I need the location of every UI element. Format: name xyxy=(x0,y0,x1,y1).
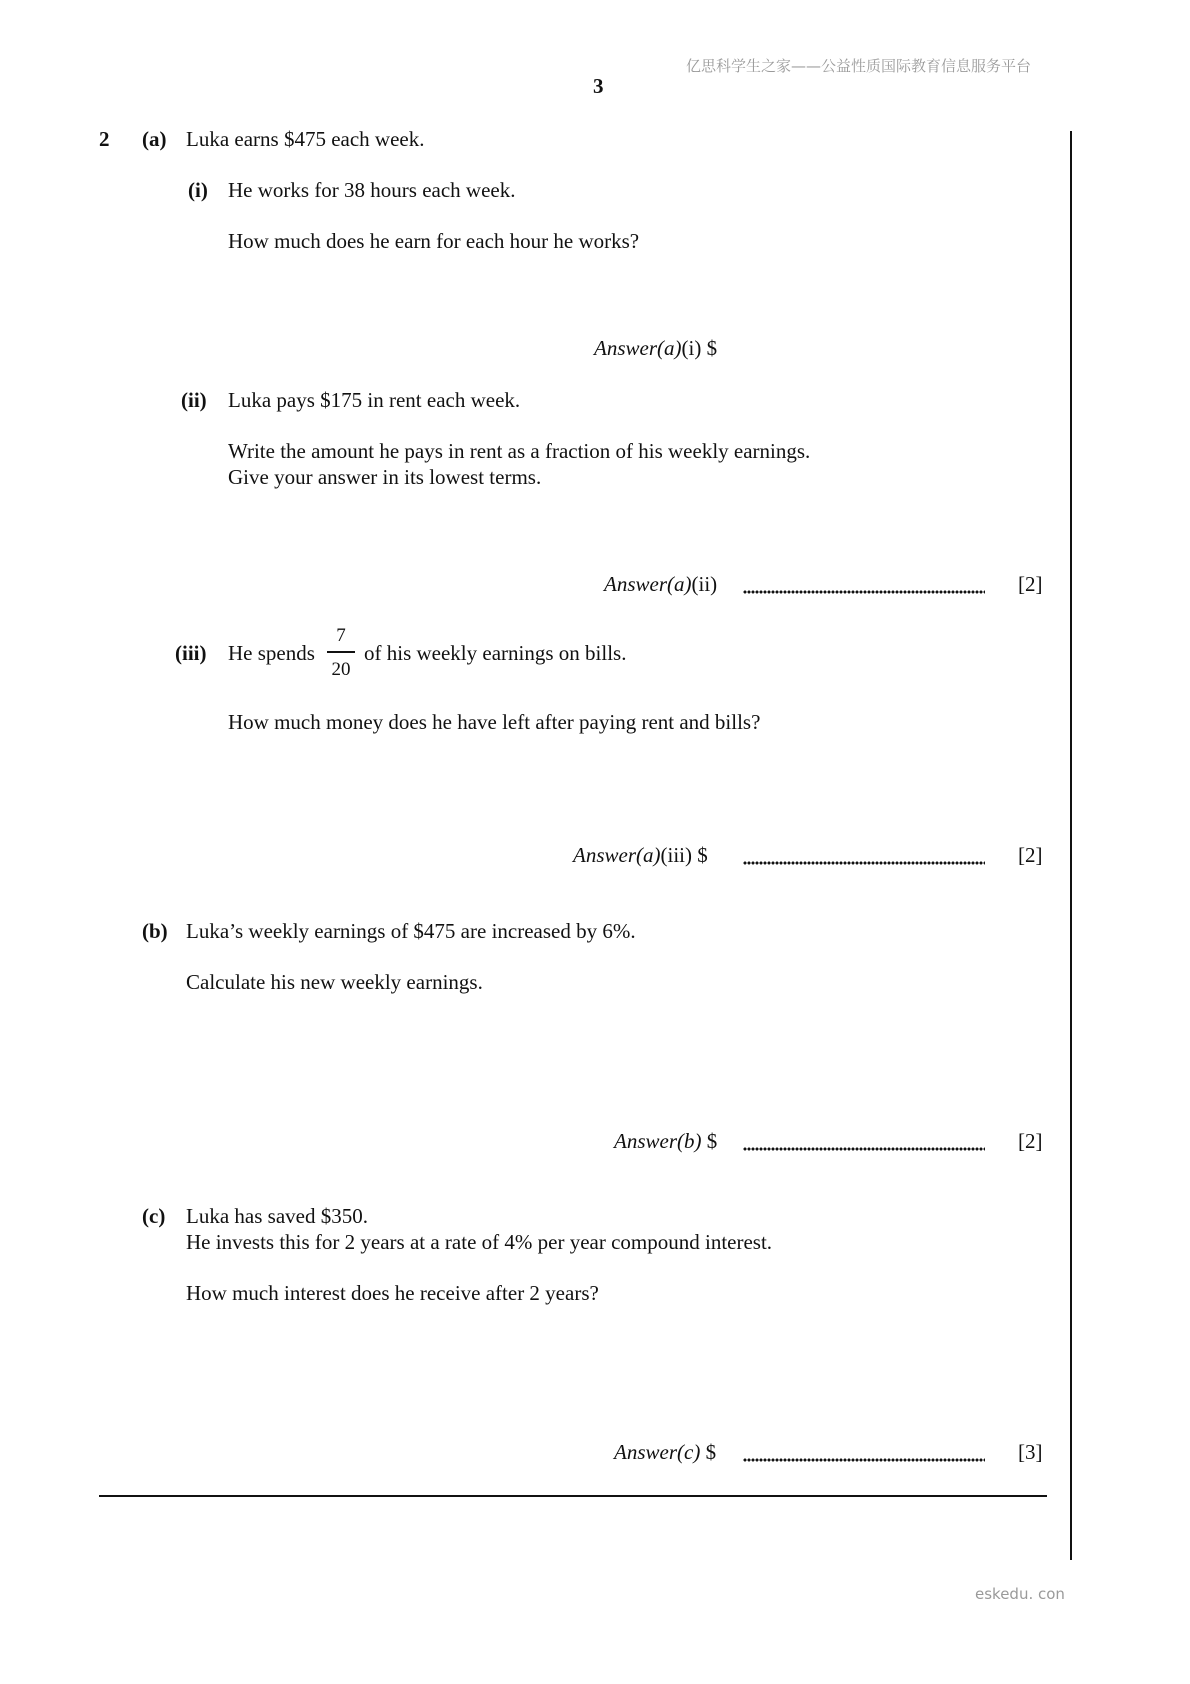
answer-a-iii-suffix: (iii) $ xyxy=(660,843,708,867)
answer-b-suffix: $ xyxy=(701,1129,718,1153)
footer-watermark: eskedu. con xyxy=(975,1585,1065,1603)
question-number: 2 xyxy=(99,127,110,151)
answer-a-iii-dotted-line[interactable] xyxy=(743,860,985,866)
answer-a-ii-dotted-line[interactable] xyxy=(743,589,985,595)
part-b-line2: Calculate his new weekly earnings. xyxy=(186,970,483,994)
part-a-label: (a) xyxy=(142,127,167,151)
answer-a-iii-marks: [2] xyxy=(1018,843,1043,867)
answer-c-label xyxy=(614,1440,716,1465)
answer-a-iii-italic: Answer(a) xyxy=(573,843,661,867)
answer-a-ii-italic: Answer(a) xyxy=(604,572,692,596)
part-c-label: (c) xyxy=(142,1204,166,1228)
part-a-ii-label: (ii) xyxy=(181,388,207,412)
part-a-text: Luka earns $475 each week. xyxy=(186,127,425,151)
answer-a-iii-label xyxy=(573,843,708,868)
part-a-iii-line2: How much money does he have left after paying rent and bills? xyxy=(228,710,761,734)
part-b-line1: Luka’s weekly earnings of $475 are increased by 6%. xyxy=(186,919,636,943)
answer-a-i-italic: Answer(a) xyxy=(594,336,682,360)
answer-a-i-label xyxy=(594,336,717,361)
part-c-line2: He invests this for 2 years at a rate of 4% per year compound interest. xyxy=(186,1230,773,1254)
fraction-bar xyxy=(327,651,355,653)
answer-a-ii-suffix: (ii) xyxy=(691,572,718,596)
part-a-ii-line3: Give your answer in its lowest terms. xyxy=(228,465,542,489)
answer-c-marks: [3] xyxy=(1018,1440,1043,1464)
fraction-numerator: 7 xyxy=(336,625,346,646)
right-margin-line xyxy=(1070,131,1072,1560)
part-b-label: (b) xyxy=(142,919,168,943)
answer-a-i-suffix: (i) $ xyxy=(681,336,718,360)
header-watermark: 亿思科学生之家——公益性质国际教育信息服务平台 xyxy=(686,57,1032,75)
fraction-denominator: 20 xyxy=(331,659,351,680)
answer-c-italic: Answer(c) xyxy=(614,1440,701,1464)
part-a-ii-line1: Luka pays $175 in rent each week. xyxy=(228,388,521,412)
answer-b-marks: [2] xyxy=(1018,1129,1043,1153)
answer-b-italic: Answer(b) xyxy=(614,1129,702,1153)
answer-b-label xyxy=(614,1129,717,1154)
answer-c-suffix: $ xyxy=(700,1440,717,1464)
part-a-i-line2: How much does he earn for each hour he works? xyxy=(228,229,640,253)
bottom-rule xyxy=(99,1495,1047,1497)
answer-a-ii-marks: [2] xyxy=(1018,572,1043,596)
answer-b-dotted-line[interactable] xyxy=(743,1146,985,1152)
answer-a-ii-label xyxy=(604,572,717,597)
part-a-ii-line2: Write the amount he pays in rent as a fraction of his weekly earnings. xyxy=(228,439,811,463)
part-a-iii-label: (iii) xyxy=(175,641,207,665)
part-c-line1: Luka has saved $350. xyxy=(186,1204,368,1228)
part-a-i-line1: He works for 38 hours each week. xyxy=(228,178,516,202)
page-number: 3 xyxy=(593,74,604,98)
part-a-i-label: (i) xyxy=(188,178,208,202)
part-a-iii-text-after: of his weekly earnings on bills. xyxy=(364,641,627,665)
answer-c-dotted-line[interactable] xyxy=(743,1457,985,1463)
part-c-line3: How much interest does he receive after 2 years? xyxy=(186,1281,599,1305)
part-a-iii-text-before: He spends xyxy=(228,641,315,665)
